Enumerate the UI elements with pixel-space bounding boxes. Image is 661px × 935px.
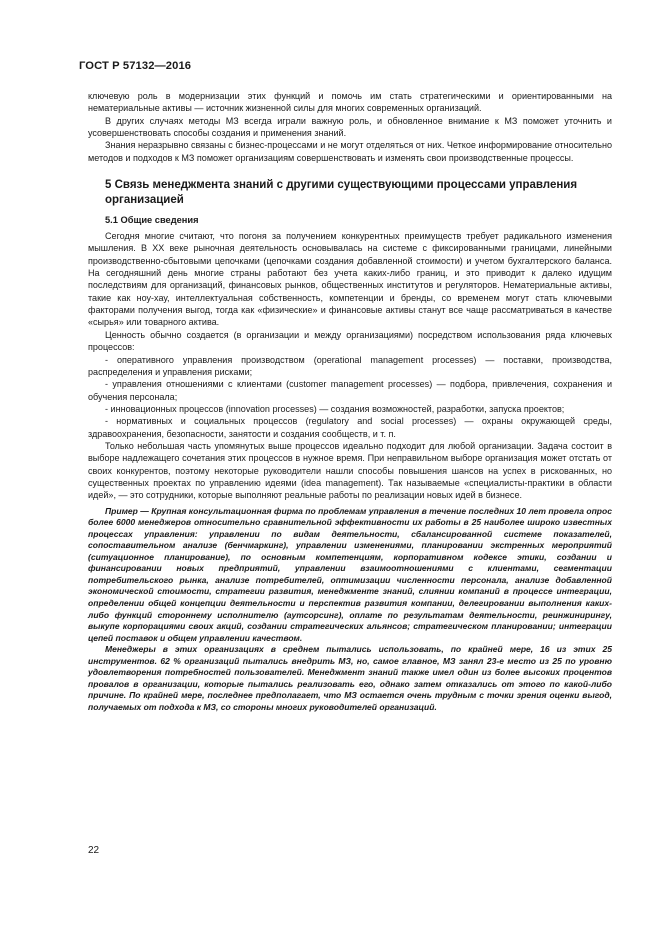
document-header: ГОСТ Р 57132—2016 xyxy=(79,60,192,72)
section-title: 5 Связь менеджмента знаний с другими существующими процессами управления организацией xyxy=(105,179,578,207)
example-paragraph: Менеджеры в этих организациях в среднем пытались использовать, по крайней мере, 16 из этих 25 инструментов. 62 % организаций пытались внедрить МЗ, но, самое главное, МЗ занял 23-е место из 25 по уровню удовлетворения потребностей пользователей. Менеджмент знаний также имел один из более высоких процентов провалов в организации, которые пытались реализовать его, однако затем отказались от этого по какой-либо причине. По крайней мере, последнее предполагает, что МЗ остается очень трудным с точки зрения оценки выгод, получаемых от подхода к МЗ, со стороны многих руководителей организаций. xyxy=(88,644,612,712)
list-item: - инновационных процессов (innovation processes) — создания возможностей, разработки, запуска проектов; xyxy=(105,403,565,414)
list-item: - управления отношениями с клиентами (customer management processes) — подбора, привлечения, сохранения и обучения персонала; xyxy=(88,379,612,402)
paragraph: Знания неразрывно связаны с бизнес-процессами и не могут отделяться от них. Четкое информирование относительно методов и подходов к МЗ поможет организациям совершенствовать и изменять свои производственные процессы. xyxy=(88,140,612,163)
list-item: - нормативных и социальных процессов (regulatory and social processes) — охраны окружающей среды, здравоохранения, безопасности, занятости и создания сообществ, и т. п. xyxy=(88,416,612,439)
paragraph: Сегодня многие считают, что погоня за получением конкурентных преимуществ требует радикального изменения мышления. В XX веке рыночная деятельность основывалась на системе с фиксированными границами, линейными производственно-сбытовыми цепочками (цепочками создания добавленной стоимости) и учетом бухгалтерского баланса. На сегодняшний день многие страны работают без учета каких-либо границ, и это приводит к далеко идущим последствиям для организаций, финансовых рынков, общественных институтов и регуляторов. Нематериальные активы, такие как ноу-хау, интеллектуальная собственность, компетенции и бренды, со временем могут стать ключевыми факторами получения выгод, тогда как «физические» и финансовые активы станут все чаще рассматриваться в качестве «сырья» или товарного актива. xyxy=(88,231,612,328)
page-number: 22 xyxy=(88,845,100,856)
list-item: - оперативного управления производством (operational management processes) — поставки, производства, распределения и управления рисками; xyxy=(88,354,612,377)
paragraph: В других случаях методы МЗ всегда играли важную роль, и обновленное внимание к МЗ поможет уточнить и усовершенствовать способы создания и применения знаний. xyxy=(88,115,612,139)
example-paragraph: Пример — Крупная консультационная фирма по проблемам управления в течение последних 10 лет провела опрос более 6000 менеджеров относительно сравнительной эффективности их работы в 25 наиболее широко известных процессах управления: управлении по видам деятельности, сбалансированной системе показателей, сопоставительном анализе (бенчмаркинг), управлении изменениями, планировании экстренных мероприятий (ситуационное планирование), по основным компетенциям, корпоративном кодексе этики, создании и финансировании новых предприятий, управлении взаимоотношениями с клиентами, сегментации потребительского рынка, анализе потребителей, оптимизации численности персонала, анализе добавленной экономической стоимости, стратегии развития, менеджменте знаний, слиянии компаний в процессе интеграции, определении общей концепции деятельности и перспектив развития компании, делегировании выполнения каких-либо функций стороннему исполнителю (аутсорсинг), оплате по результатам деятельности, реинжинирингу, выкупе корпорациями своих акций, создании стратегических альянсов; стратегическом планировании; интеграции цепей поставок и общем управлении качеством. xyxy=(88,505,612,643)
page-content xyxy=(88,90,612,713)
paragraph: Ценность обычно создается (в организации и между организациями) посредством использования ряда ключевых процессов: xyxy=(88,329,612,353)
paragraph: Только небольшая часть упомянутых выше процессов идеально подходит для любой организации. Задача состоит в выборе надлежащего сочетания этих процессов в нужное время. При неправильном выборе организация может отстать от своих конкурентов, поэтому некоторые руководители нашли способы повышения шансов на успех в рискованных, но существенных проектах по управлению идеями (idea management). Так называемые «специалисты-практики в области идей», — это сотрудники, которые выполняют реальные работы по реализации новых идей в бизнесе. xyxy=(88,440,612,501)
example-block xyxy=(88,506,612,714)
paragraph: ключевую роль в модернизации этих функций и помочь им стать стратегическими и ориентированными на нематериальные активы — источник жизненной силы для многих современных организаций. xyxy=(88,91,612,114)
subsection-title: 5.1 Общие сведения xyxy=(105,215,199,226)
